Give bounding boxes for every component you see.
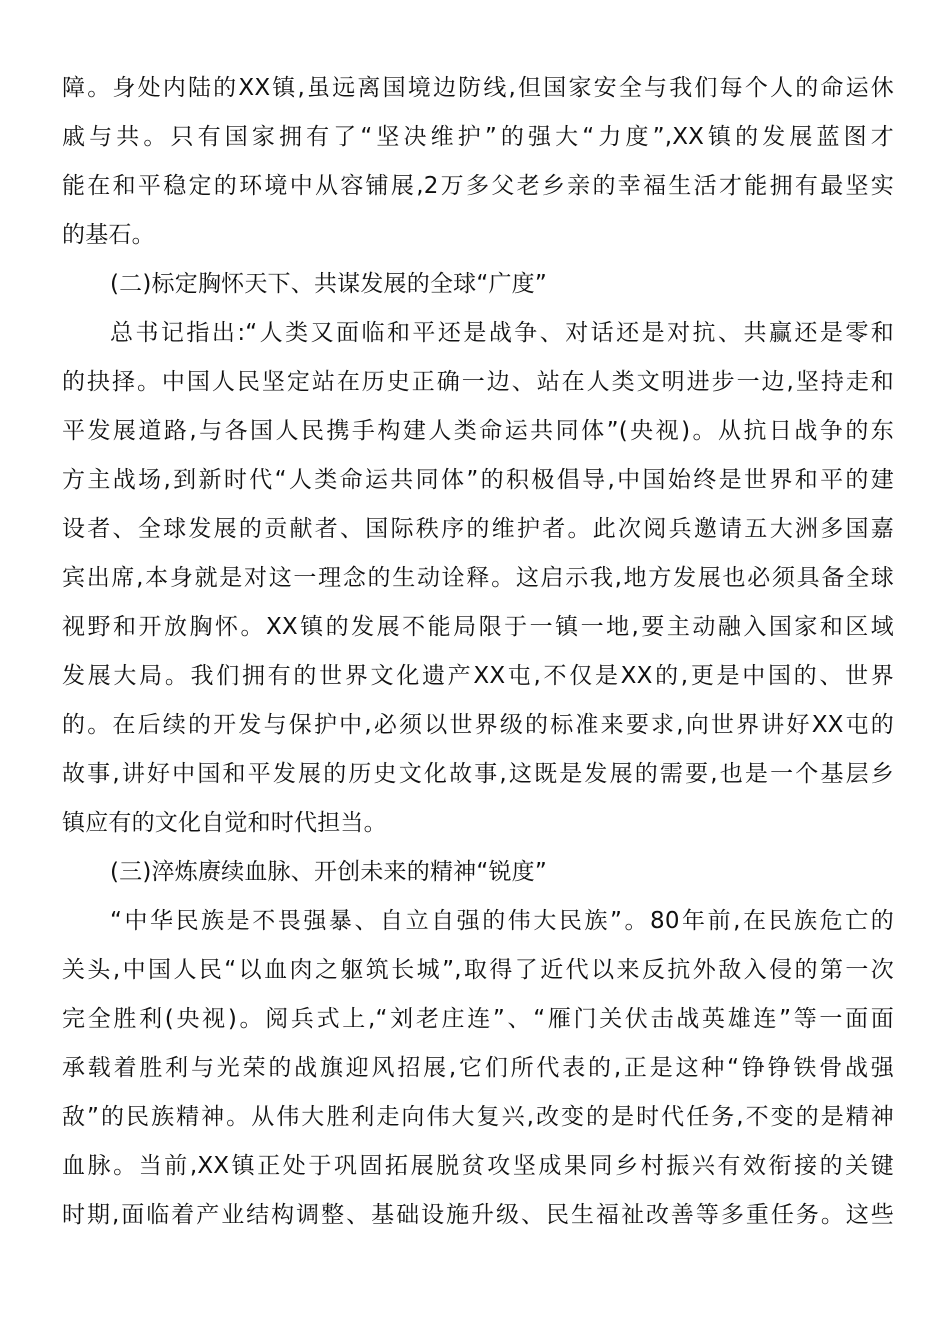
text-line: 承载着胜利与光荣的战旗迎风招展,它们所代表的,正是这种“铮铮铁骨战强 (62, 1055, 894, 1081)
text-line: 关头,中国人民“以血肉之躯筑长城”,取得了近代以来反抗外敌入侵的第一次 (62, 957, 894, 983)
text-line: 镇应有的文化自觉和时代担当。 (62, 810, 387, 836)
text-line: “中华民族是不畏强暴、自立自强的伟大民族”。80年前,在民族危亡的 (110, 908, 894, 934)
text-line: 方主战场,到新时代“人类命运共同体”的积极倡导,中国始终是世界和平的建 (62, 467, 894, 493)
text-line: 总书记指出:“人类又面临和平还是战争、对话还是对抗、共赢还是零和 (110, 320, 894, 346)
text-line: 敌”的民族精神。从伟大胜利走向伟大复兴,改变的是时代任务,不变的是精神 (62, 1104, 894, 1130)
text-line: 视野和开放胸怀。XX镇的发展不能局限于一镇一地,要主动融入国家和区域 (62, 614, 894, 640)
text-line: 设者、全球发展的贡献者、国际秩序的维护者。此次阅兵邀请五大洲多国嘉 (62, 516, 894, 542)
text-line: 完全胜利(央视)。阅兵式上,“刘老庄连”、“雁门关伏击战英雄连”等一面面 (62, 1006, 894, 1032)
section-heading: (三)淬炼赓续血脉、开创未来的精神“锐度” (110, 859, 547, 885)
text-line: 时期,面临着产业结构调整、基础设施升级、民生福祉改善等多重任务。这些 (62, 1202, 894, 1228)
text-line: 故事,讲好中国和平发展的历史文化故事,这既是发展的需要,也是一个基层乡 (62, 761, 894, 787)
text-line: 宾出席,本身就是对这一理念的生动诠释。这启示我,地方发展也必须具备全球 (62, 565, 894, 591)
text-line: 能在和平稳定的环境中从容铺展,2万多父老乡亲的幸福生活才能拥有最坚实 (62, 173, 894, 199)
text-line: 的。在后续的开发与保护中,必须以世界级的标准来要求,向世界讲好XX屯的 (62, 712, 894, 738)
text-line: 的基石。 (62, 222, 155, 248)
text-line: 障。身处内陆的XX镇,虽远离国境边防线,但国家安全与我们每个人的命运休 (62, 75, 894, 101)
text-line: 戚与共。只有国家拥有了“坚决维护”的强大“力度”,XX镇的发展蓝图才 (62, 124, 894, 150)
section-heading: (二)标定胸怀天下、共谋发展的全球“广度” (110, 271, 547, 297)
text-line: 平发展道路,与各国人民携手构建人类命运共同体”(央视)。从抗日战争的东 (62, 418, 894, 444)
text-line: 发展大局。我们拥有的世界文化遗产XX屯,不仅是XX的,更是中国的、世界 (62, 663, 894, 689)
text-line: 的抉择。中国人民坚定站在历史正确一边、站在人类文明进步一边,坚持走和 (62, 369, 894, 395)
text-line: 血脉。当前,XX镇正处于巩固拓展脱贫攻坚成果同乡村振兴有效衔接的关键 (62, 1153, 894, 1179)
